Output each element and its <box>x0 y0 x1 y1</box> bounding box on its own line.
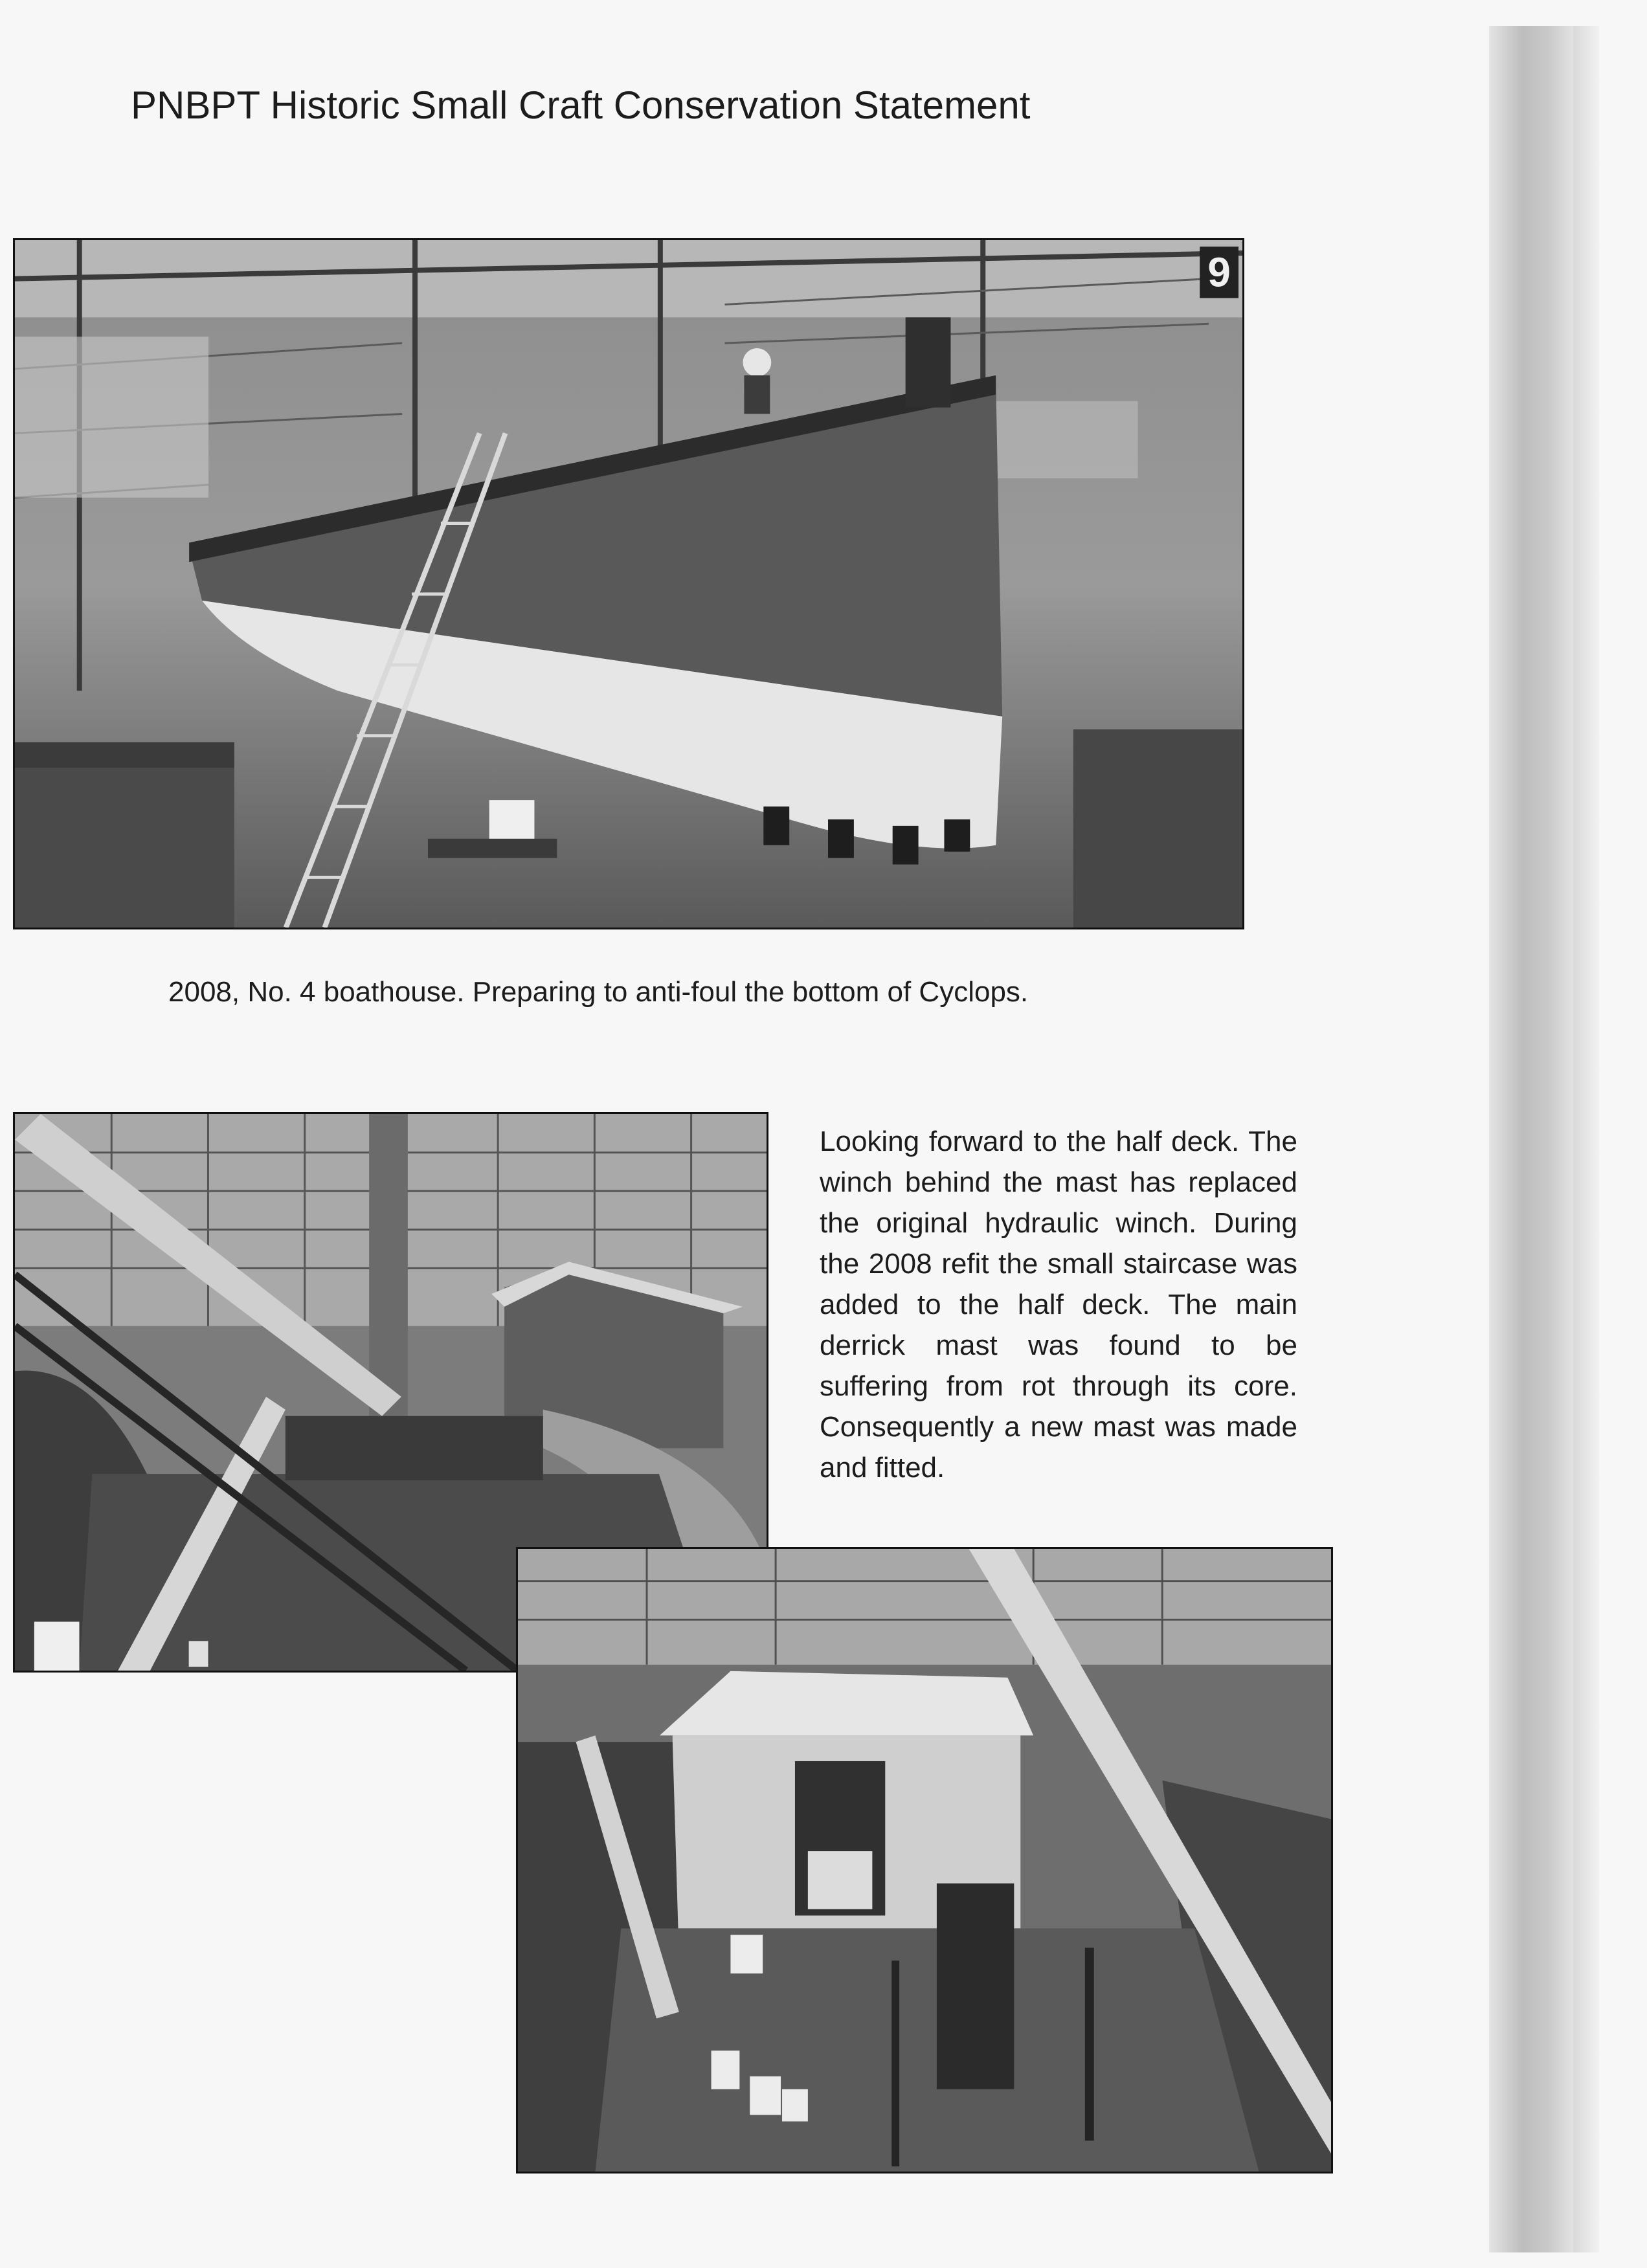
scan-shadow-edge <box>1489 26 1573 2252</box>
boathouse-hull-image <box>15 240 1242 928</box>
photo-caption: 2008, No. 4 boathouse. Preparing to anti-foul the bottom of Cyclops. <box>168 976 1029 1008</box>
scan-paper-edge <box>1573 26 1599 2252</box>
page-title: PNBPT Historic Small Craft Conservation Statement <box>131 83 1031 127</box>
bay-number-sign: 9 <box>1207 249 1231 296</box>
photo-deckhouse-mast <box>516 1547 1333 2174</box>
deckhouse-mast-image <box>518 1549 1331 2172</box>
half-deck-description: Looking forward to the half deck. The winch behind the mast has replaced the original hydraulic winch. During the 2008 refit the small staircase was added to the half deck. The main derrick mast was found to be suffering from rot through its core. Consequently a new mast was made and fitted. <box>820 1126 1297 1484</box>
photo-cyclops-hull <box>13 238 1244 929</box>
